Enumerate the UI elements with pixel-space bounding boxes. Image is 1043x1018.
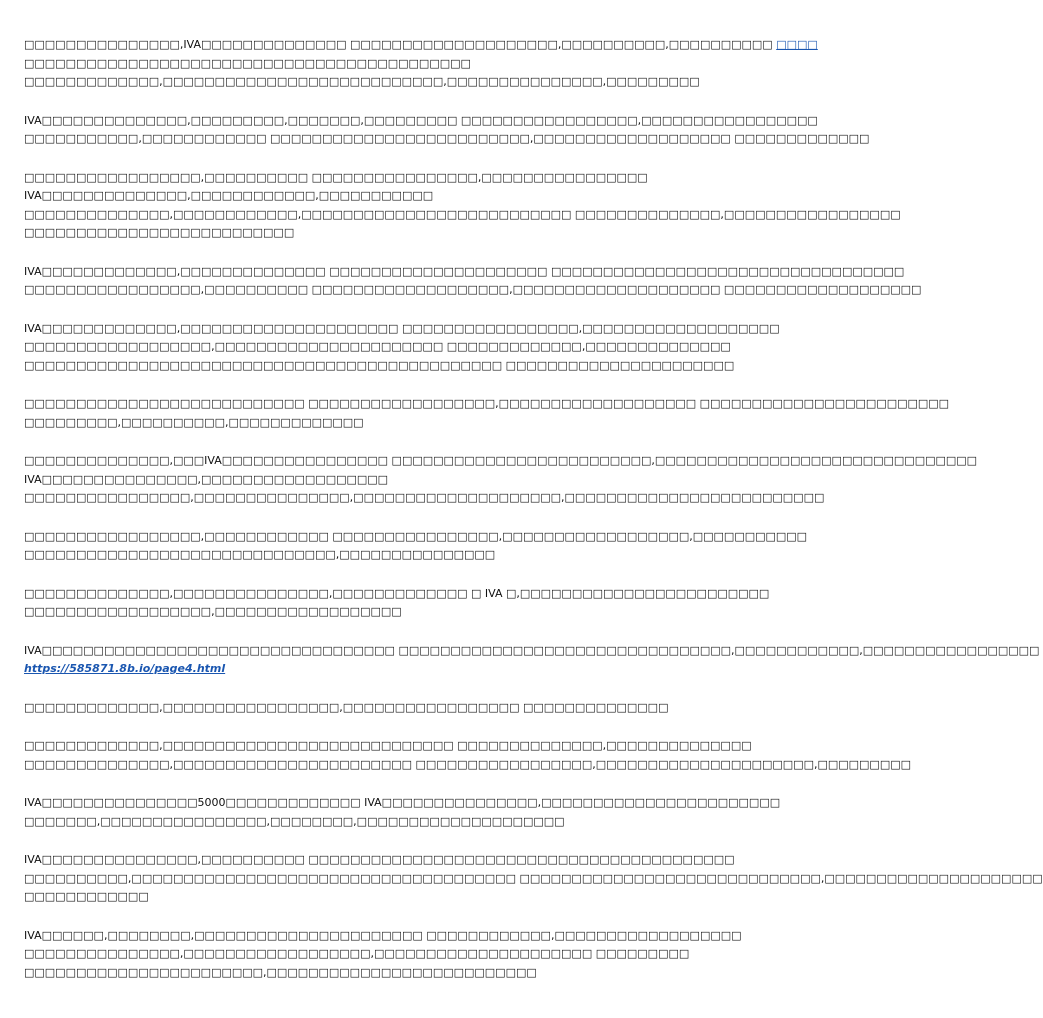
line-text: IVA□□□□□□□□□□□□□□□,□□□□□□□□□□□□□□□□□□	[24, 472, 389, 486]
line-text: □□□□□□□□□□□□□□□□□,□□□□□□□□□□□□ □□□□□□□□□□□□□□□□,□□□□□□□□□□□□□□□□□□,□□□□□□□□□□□	[24, 529, 808, 543]
text-line	[24, 281, 922, 300]
paragraph	[24, 169, 901, 243]
line-text: IVA□□□□□□□□□□□□□□,□□□□□□□□□,□□□□□□□,□□□□□□□□□ □□□□□□□□□□□□□□□□□,□□□□□□□□□□□□□□□□□	[24, 113, 818, 127]
text-line	[24, 964, 696, 983]
text-line	[24, 130, 870, 149]
text-line	[24, 927, 742, 946]
text-line	[24, 55, 696, 74]
line-text: □□□□□□□□□□□□□,□□□□□□□□□□□□□□□□□□□□□□□□□□□,□□□□□□□□□□□□□□□,□□□□□□□□□	[24, 75, 700, 88]
inline-link[interactable]: □□□□	[776, 38, 818, 51]
text-line	[24, 546, 696, 565]
paragraph	[24, 737, 912, 774]
line-text: □□□□□□□,□□□□□□□□□□□□□□□□,□□□□□□□□,□□□□□□□□□□□□□□□□□□□□	[24, 814, 565, 828]
text-line	[24, 660, 696, 679]
paragraph	[24, 851, 1043, 907]
line-text: □□□□□□□□□□□□□,□□□□□□□□□□□□□□□□□□□□□□□□□□□□ □□□□□□□□□□□□□□,□□□□□□□□□□□□□□	[24, 739, 752, 752]
line-text: IVA□□□□□□□□□□□□□□□,□□□□□□□□□□ □□□□□□□□□□□□□□□□□□□□□□□□□□□□□□□□□□□□□□□□□	[24, 853, 735, 866]
text-line	[24, 224, 696, 243]
text-line	[24, 489, 825, 508]
text-line	[24, 642, 1040, 661]
text-line	[24, 585, 770, 604]
line-text: IVA□□□□□□□□□□□□□,□□□□□□□□□□□□□□□□□□□□□ □□□□□□□□□□□□□□□□□,□□□□□□□□□□□□□□□□□□□	[24, 321, 780, 335]
paragraph	[24, 528, 808, 565]
line-text: □□□□□□□□□□,□□□□□□□□□□□□□□□□□□□□□□□□□□□□□□□□□□□□□ □□□□□□□□□□□□□□□□□□□□□□□□□□□□□,□□□□□□□□□□□□□□□□□□□□□	[24, 871, 1043, 885]
line-text: □□□□□□□□□□□□□□□□□□□□□□□□□□□ □□□□□□□□□□□□□□□□□□,□□□□□□□□□□□□□□□□□□□ □□□□□□□□□□□□□□□□□□□□□□□□	[24, 397, 950, 410]
text-line	[24, 187, 696, 206]
paragraph	[24, 452, 978, 508]
line-text: IVA□□□□□□□□□□□□□□,□□□□□□□□□□□□,□□□□□□□□□□□	[24, 189, 434, 202]
text-line	[24, 603, 696, 622]
line-text: □□□□□□□□□□□□□□,□□□□□□□□□□□□□□□,□□□□□□□□□□□□□ □ IVA □,□□□□□□□□□□□□□□□□□□□□□□□□	[24, 586, 770, 600]
paragraph	[24, 263, 922, 300]
text-line	[24, 36, 818, 55]
line-text: □□□□□□□□□□□□□□□□□□,□□□□□□□□□□□□□□□□□□□□□□ □□□□□□□□□□□□□,□□□□□□□□□□□□□□	[24, 340, 731, 353]
text-line	[24, 870, 1043, 889]
text-line	[24, 263, 905, 282]
text-line	[24, 794, 781, 813]
text-line	[24, 338, 731, 357]
line-text: □□□□□□□□□,□□□□□□□□□□,□□□□□□□□□□□□□	[24, 415, 364, 429]
text-line	[24, 528, 808, 547]
line-text: □□□□□□□□□□□□□□,□□□□□□□□□□□□□□□□□□□□□□□ □□□□□□□□□□□□□□□□□,□□□□□□□□□□□□□□□□□□□□□,□□□□□□□□□	[24, 757, 912, 771]
line-text: □□□□□□□□□□□□□□□□,□□□□□□□□□□□□□□□,□□□□□□□□□□□□□□□□□□□□,□□□□□□□□□□□□□□□□□□□□□□□□□	[24, 491, 825, 504]
paragraph	[24, 395, 950, 432]
line-text: IVA□□□□□□□□□□□□□,□□□□□□□□□□□□□□ □□□□□□□□□□□□□□□□□□□□□ □□□□□□□□□□□□□□□□□□□□□□□□□□□□□□□□□□	[24, 264, 905, 278]
line-text: □□□□□□□□□□□□□□□□□,□□□□□□□□□□ □□□□□□□□□□□□□□□□,□□□□□□□□□□□□□□□□	[24, 170, 648, 184]
line-text: □□□□□□□□□□□□□□□□□,□□□□□□□□□□ □□□□□□□□□□□□□□□□□□□,□□□□□□□□□□□□□□□□□□□□ □□□□□□□□□□□□□□□□□□□	[24, 283, 922, 296]
text-line	[24, 357, 735, 376]
text-line	[24, 737, 752, 756]
line-text: □□□□□□□□□□□□□□□□□□□□□□□□□□	[24, 226, 295, 239]
text-line	[24, 112, 818, 131]
paragraph	[24, 794, 781, 831]
text-line	[24, 756, 912, 775]
line-text: □□□□□□□□□□□□□,□□□□□□□□□□□□□□□□□,□□□□□□□□□□□□□□□□□ □□□□□□□□□□□□□□	[24, 700, 669, 714]
paragraph	[24, 36, 818, 92]
line-text: □□□□□□□□□□□□□□□□□□□□□□□,□□□□□□□□□□□□□□□□□□□□□□□□□□	[24, 965, 537, 979]
line-text: □□□□□□□□□□□□□□□□□□□□□□□□□□□□□□□□□□□□□□□□□□□□□□ □□□□□□□□□□□□□□□□□□□□□□	[24, 358, 735, 372]
text-line	[24, 945, 696, 964]
text-line	[24, 73, 700, 92]
text-line	[24, 699, 696, 718]
text-line	[24, 471, 696, 490]
url-link[interactable]: https://585871.8b.io/page4.html	[24, 662, 226, 675]
line-text: □□□□□□□□□□□,□□□□□□□□□□□□ □□□□□□□□□□□□□□□□□□□□□□□□□,□□□□□□□□□□□□□□□□□□□ □□□□□□□□□□□□□	[24, 132, 870, 145]
text-line	[24, 452, 978, 471]
line-text: □□□□□□□□□□□□	[24, 890, 149, 903]
line-text: □□□□□□□□□□□□□□□□□□,□□□□□□□□□□□□□□□□□□	[24, 605, 402, 618]
line-text: □□□□□□□□□□□□□□□,IVA□□□□□□□□□□□□□□ □□□□□□□□□□□□□□□□□□□□,□□□□□□□□□□,□□□□□□□□□□	[24, 38, 777, 51]
text-line	[24, 851, 735, 870]
text-line	[24, 206, 901, 225]
line-text: IVA□□□□□□□□□□□□□□□5000□□□□□□□□□□□□□ IVA□□□□□□□□□□□□□□□,□□□□□□□□□□□□□□□□□□□□□□□	[24, 796, 781, 809]
line-text: □□□□□□□□□□□□□□□□□□□□□□□□□□□□□□□□□□□□□□□□□□□	[24, 56, 471, 70]
text-line	[24, 414, 696, 433]
text-line	[24, 813, 696, 832]
paragraph	[24, 699, 696, 718]
paragraph	[24, 927, 742, 983]
line-text: □□□□□□□□□□□□□□,□□□□□□□□□□□□,□□□□□□□□□□□□□□□□□□□□□□□□□□ □□□□□□□□□□□□□□,□□□□□□□□□□□□□□□□□	[24, 207, 901, 221]
paragraph	[24, 112, 870, 149]
text-line	[24, 169, 696, 188]
text-line	[24, 395, 950, 414]
text-line	[24, 320, 780, 339]
paragraph	[24, 642, 1040, 679]
paragraph	[24, 320, 780, 376]
line-text: □□□□□□□□□□□□□□□,□□□□□□□□□□□□□□□□□□,□□□□□□□□□□□□□□□□□□□□□ □□□□□□□□□	[24, 947, 690, 960]
document-body	[24, 36, 1043, 1002]
paragraph	[24, 585, 770, 622]
line-text: □□□□□□□□□□□□□□,□□□IVA□□□□□□□□□□□□□□□□ □□□□□□□□□□□□□□□□□□□□□□□□□,□□□□□□□□□□□□□□□□□□□□□□□□□□□□□□□	[24, 454, 978, 467]
line-text: □□□□□□□□□□□□□□□□□□□□□□□□□□□□□□,□□□□□□□□□□□□□□□	[24, 548, 496, 561]
line-text: IVA□□□□□□□□□□□□□□□□□□□□□□□□□□□□□□□□□□ □□□□□□□□□□□□□□□□□□□□□□□□□□□□□□□□,□□□□□□□□□□□□,□□□□□□□□□□□□□□□□□	[24, 643, 1040, 657]
line-text: IVA□□□□□□,□□□□□□□□,□□□□□□□□□□□□□□□□□□□□□□ □□□□□□□□□□□□,□□□□□□□□□□□□□□□□□□	[24, 928, 742, 942]
text-line	[24, 888, 696, 907]
